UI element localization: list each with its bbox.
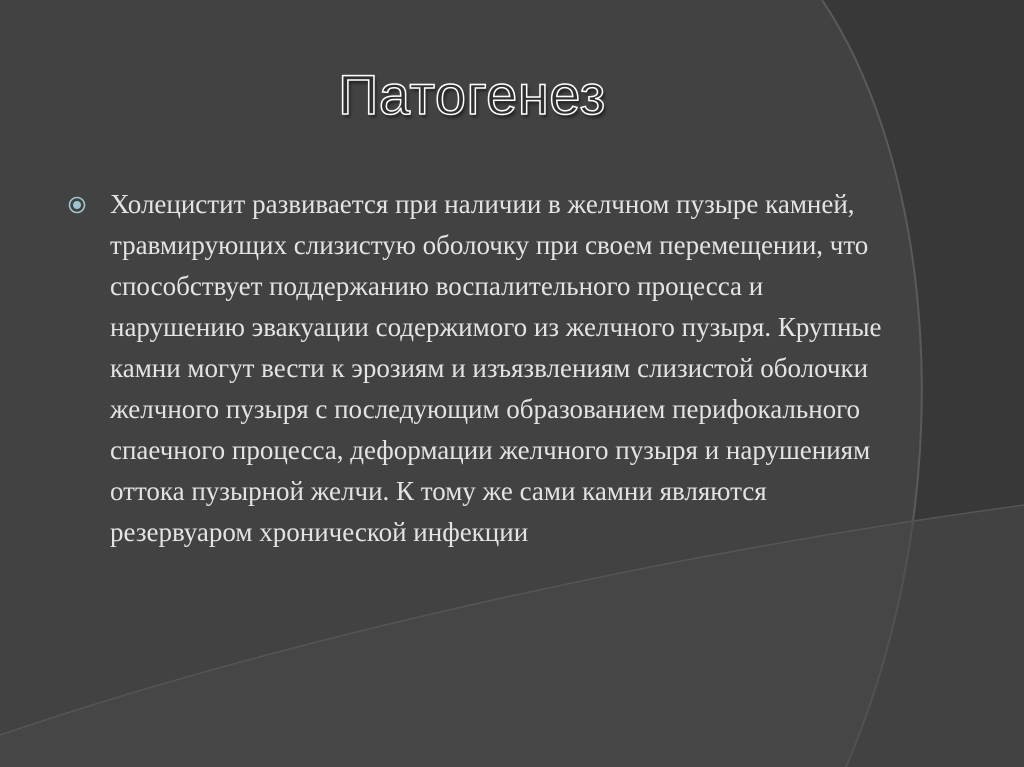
bullet-paragraph: Холецистит развивается при наличии в желчном пузыре камней, травмирующих слизистую оболочку при своем перемещении, что способствует поддержанию воспалительного процесса и нарушению эвакуации содержимого из желчного пузыря. Крупные камни могут вести к эрозиям и изъязвлениям слизистой оболочки желчного пузыря с последующим образованием перифокального спаечного процесса, деформации желчного пузыря и нарушениям оттока пузырной желчи. К тому же сами камни являются резервуаром хронической инфекции <box>110 189 882 547</box>
circle-bullet-icon <box>68 196 86 214</box>
slide-title: Патогенез <box>338 63 606 126</box>
